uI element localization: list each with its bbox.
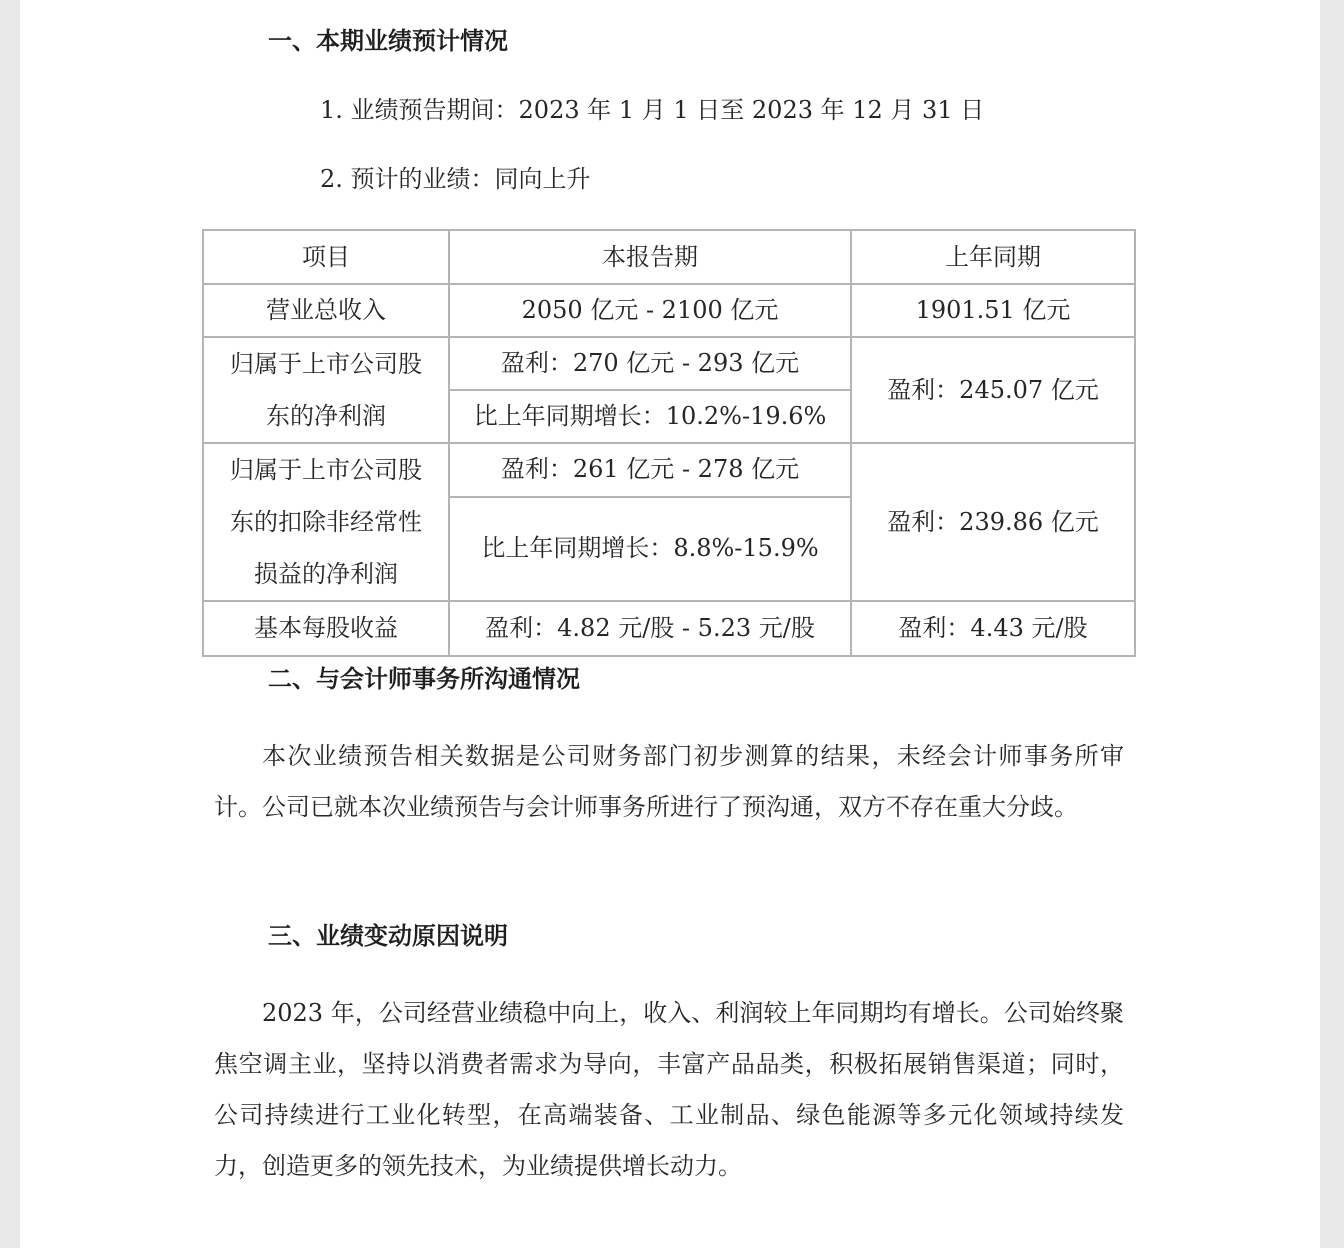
section-heading-2: 二、与会计师事务所沟通情况: [268, 665, 580, 693]
header-current-period: 本报告期: [449, 230, 851, 284]
section-heading-1: 一、本期业绩预计情况: [268, 27, 508, 55]
adj-net-profit-label-line3: 损益的净利润: [254, 560, 398, 588]
net-profit-current: 盈利：270 亿元 - 293 亿元: [449, 337, 851, 390]
header-prior-period: 上年同期: [851, 230, 1135, 284]
net-profit-label-line1: 归属于上市公司股: [230, 350, 422, 378]
adj-net-profit-growth: 比上年同期增长：8.8%-15.9%: [449, 497, 851, 601]
eps-prior: 盈利：4.43 元/股: [851, 601, 1135, 656]
eps-label: 基本每股收益: [203, 601, 449, 656]
forecast-direction-line: 2. 预计的业绩：同向上升: [320, 165, 591, 193]
net-profit-prior: 盈利：245.07 亿元: [851, 337, 1135, 443]
adj-net-profit-prior: 盈利：239.86 亿元: [851, 443, 1135, 601]
section-2-paragraph: 本次业绩预告相关数据是公司财务部门初步测算的结果，未经会计师事务所审计。公司已就本次业绩预告与会计师事务所进行了预沟通，双方不存在重大分歧。: [214, 742, 1124, 821]
table-row-revenue: [203, 284, 1135, 337]
section-heading-3: 三、业绩变动原因说明: [268, 922, 508, 950]
section-2-body: [214, 731, 1124, 833]
table-row-adj-net-profit: [203, 443, 1135, 497]
forecast-period-line: 1. 业绩预告期间：2023 年 1 月 1 日至 2023 年 12 月 31 日: [320, 96, 985, 124]
adj-net-profit-label-line1: 归属于上市公司股: [230, 456, 422, 484]
adj-net-profit-label-line2: 东的扣除非经常性: [230, 508, 422, 536]
adj-net-profit-current: 盈利：261 亿元 - 278 亿元: [449, 443, 851, 497]
revenue-label: 营业总收入: [203, 284, 449, 337]
eps-current: 盈利：4.82 元/股 - 5.23 元/股: [449, 601, 851, 656]
table-header-row: [203, 230, 1135, 284]
table-row-net-profit: [203, 337, 1135, 390]
net-profit-label-line2: 东的净利润: [266, 402, 386, 430]
results-table: [202, 229, 1136, 657]
section-3-body: [214, 988, 1124, 1192]
header-item: 项目: [203, 230, 449, 284]
revenue-current: 2050 亿元 - 2100 亿元: [449, 284, 851, 337]
net-profit-growth: 比上年同期增长：10.2%-19.6%: [449, 390, 851, 443]
revenue-prior: 1901.51 亿元: [851, 284, 1135, 337]
net-profit-label: [203, 337, 449, 443]
table-row-eps: [203, 601, 1135, 656]
section-3-paragraph: 2023 年，公司经营业绩稳中向上，收入、利润较上年同期均有增长。公司始终聚焦空调主业，坚持以消费者需求为导向，丰富产品品类，积极拓展销售渠道；同时，公司持续进行工业化转型，在高端装备、工业制品、绿色能源等多元化领域持续发力，创造更多的领先技术，为业绩提供增长动力。: [214, 999, 1124, 1180]
adj-net-profit-label: [203, 443, 449, 601]
